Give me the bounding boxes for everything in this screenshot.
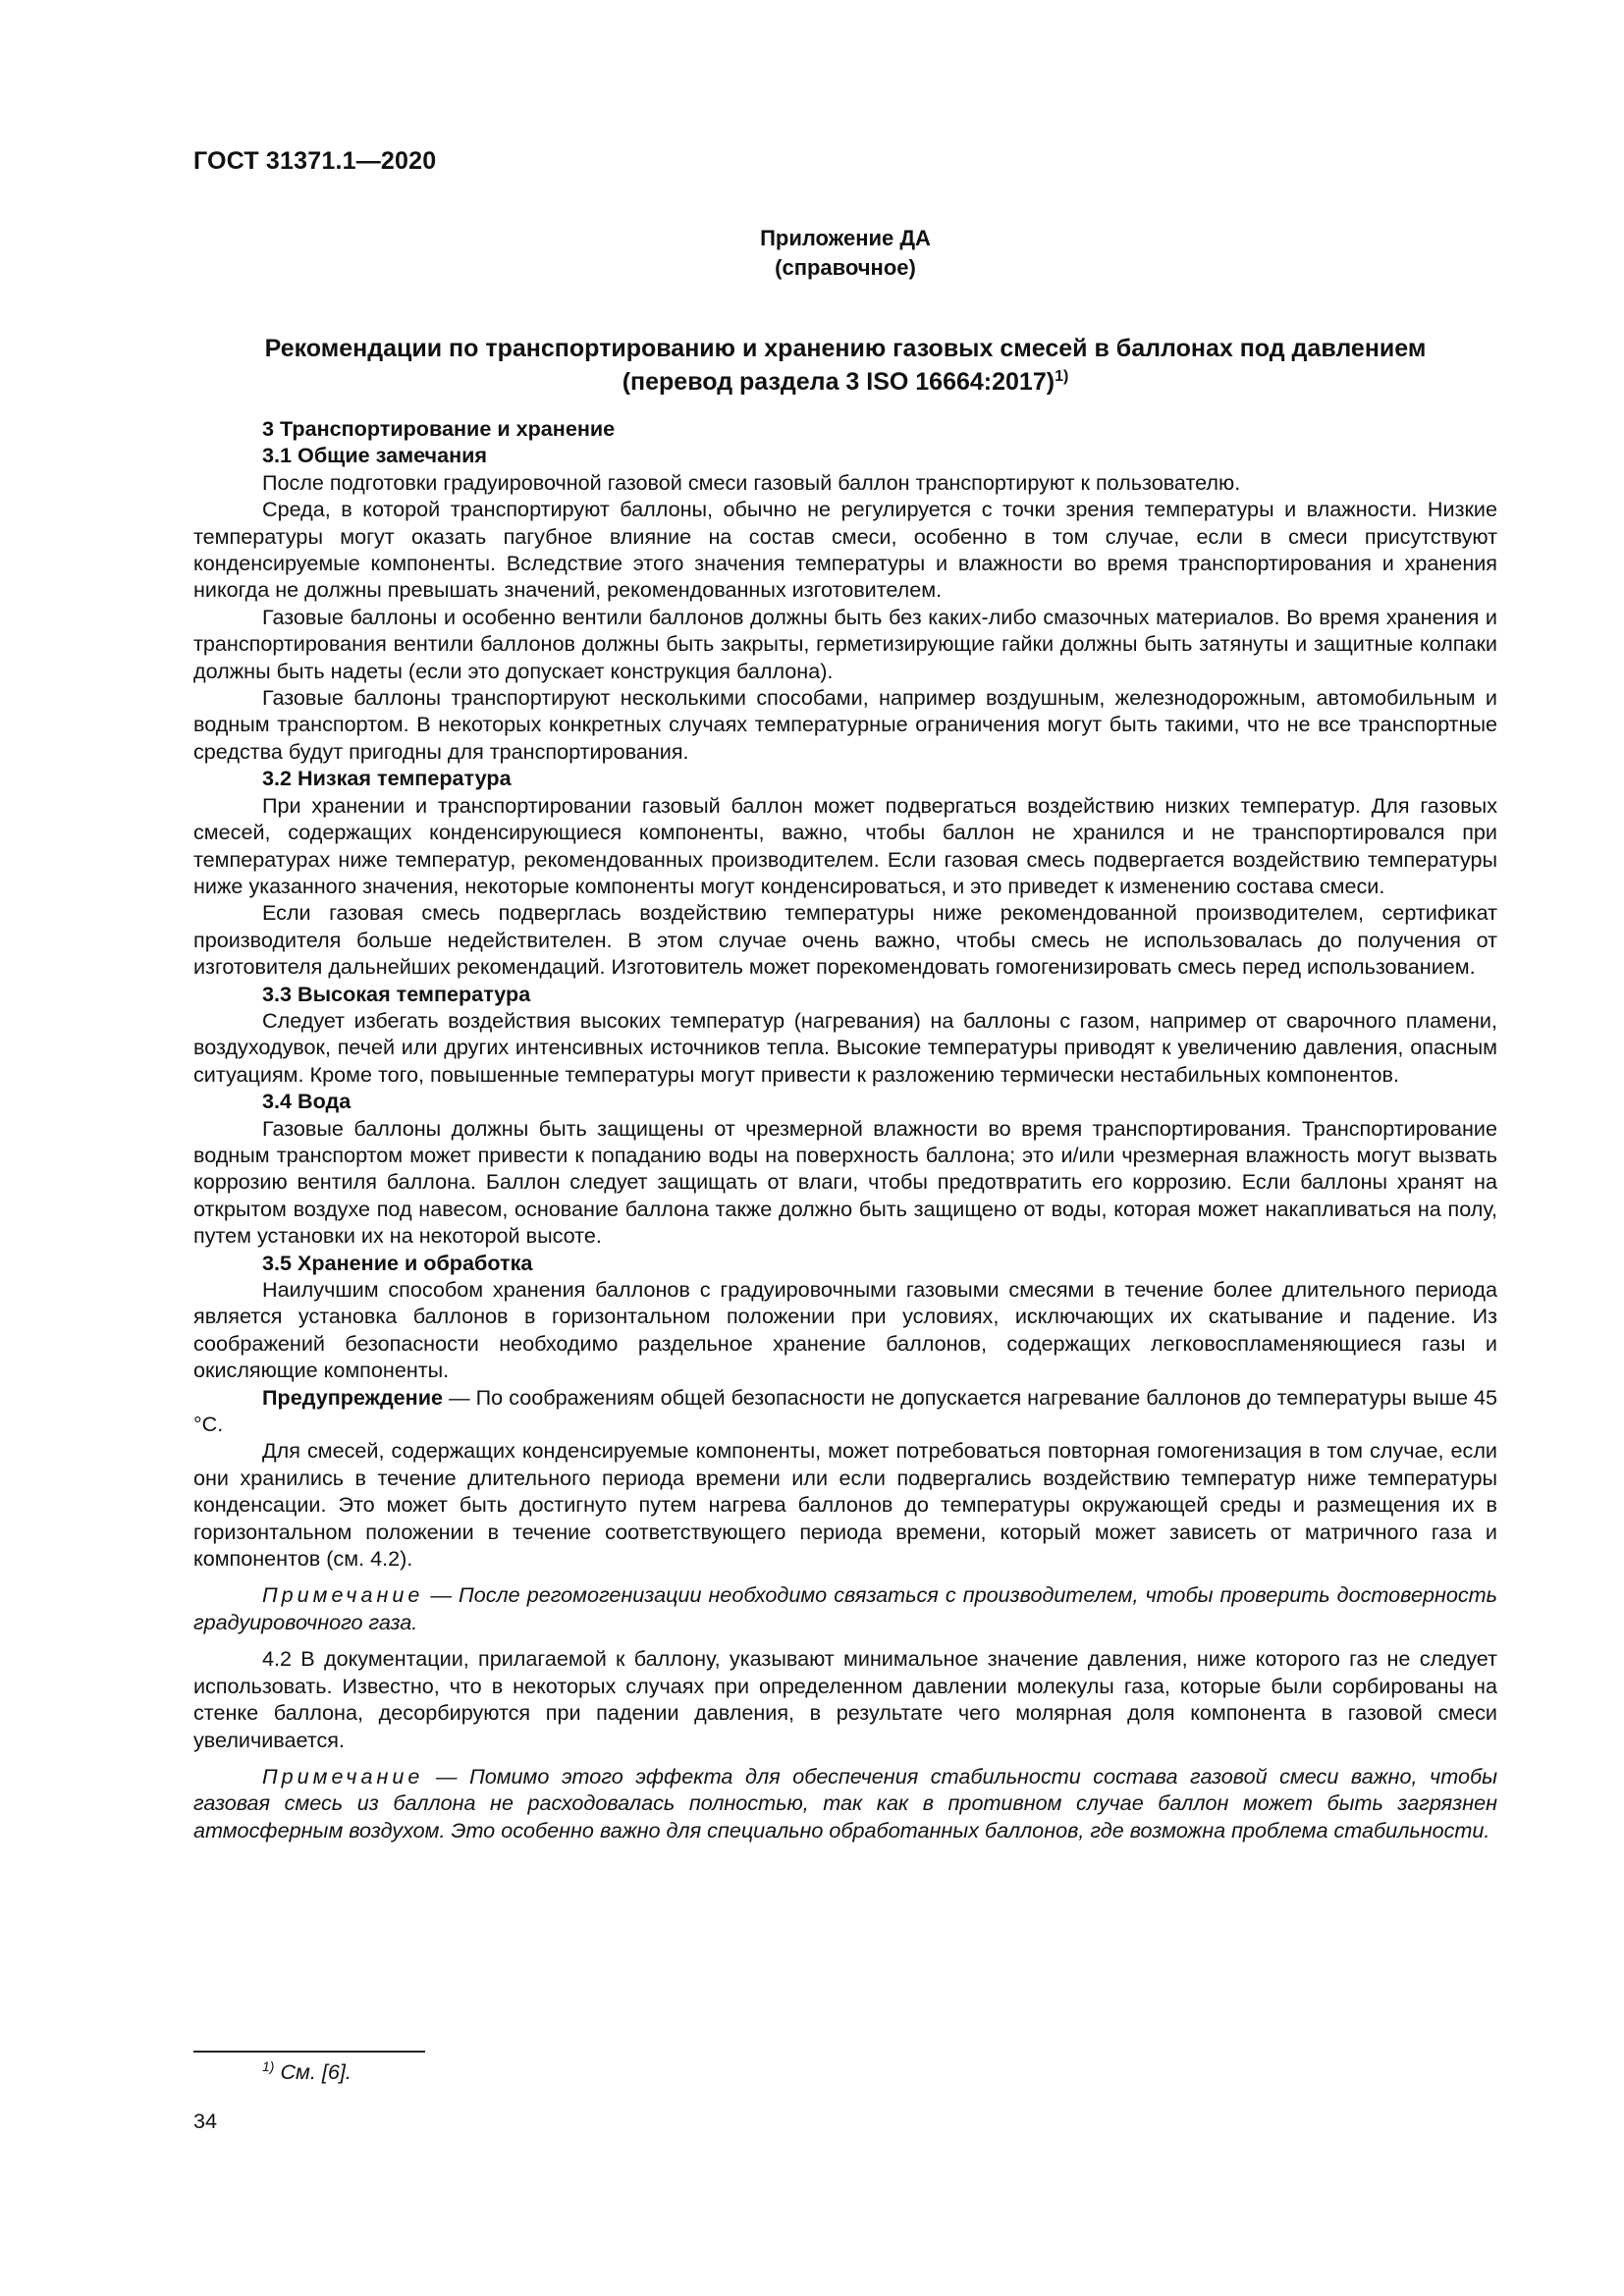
paragraph: Среда, в которой транспортируют баллоны, обычно не регулируется с точки зрения температуры и влажности. Низкие температуры могут оказать пагубное влияние на состав смеси, особенно в том случае, если в смеси присутствуют конденсируемые компоненты. Вследствие этого значения температуры и влажности во время транспортирования и хранения никогда не должны превышать значений, рекомендованных изготовителем. [193, 497, 1497, 603]
footnote [262, 2059, 352, 2085]
paragraph: При хранении и транспортировании газовый баллон может подвергаться воздействию низких температур. Для газовых смесей, содержащих конденсирующиеся компоненты, важно, чтобы баллон не хранился и не транспортировался при температурах ниже температур, рекомендованных производителем. Если газовая смесь подвергается воздействию температуры ниже указанного значения, некоторые компоненты могут конденсироваться, и это приведет к изменению состава смеси. [193, 792, 1497, 898]
section-heading-3-3: 3.3 Высокая температура [262, 981, 531, 1006]
section-heading-3-2: 3.2 Низкая температура [262, 766, 512, 791]
paragraph: После подготовки градуировочной газовой смеси газовый баллон транспортируют к пользователю. [262, 469, 1241, 495]
footnote-divider [193, 2051, 425, 2053]
section-heading-3-4: 3.4 Вода [262, 1089, 352, 1114]
annex-status: (справочное) [775, 255, 916, 280]
note-paragraph [193, 1581, 1497, 1635]
paragraph: Следует избегать воздействия высоких температур (нагревания) на баллоны с газом, например от сварочного пламени, воздуходувок, печей или других интенсивных источников тепла. Высокие температуры приводят к увеличению давления, опасным ситуациям. Кроме того, повышенные температуры могут привести к разложению термически нестабильных компонентов. [193, 1007, 1497, 1087]
annex-title-line2-text: (перевод раздела 3 ISO 16664:2017) [622, 368, 1056, 396]
note-text: — После регомогенизации необходимо связаться с производителем, чтобы проверить достоверность градуировочного газа. [193, 1582, 1497, 1634]
paragraph: Газовые баллоны должны быть защищены от чрезмерной влажности во время транспортирования. Транспортирование водным транспортом может привести к попаданию воды на поверхность баллона; это и/или чрезмерная влажность могут вызвать коррозию вентиля баллона. Баллон следует защищать от влаги, чтобы предотвратить его коррозию. Если баллоны хранят на открытом воздухе под навесом, основание баллона также должно быть защищено от воды, которая может накапливаться на полу, путем установки их на некоторой высоте. [193, 1115, 1497, 1249]
annex-title-line1: Рекомендации по транспортированию и хранению газовых смесей в баллонах под давлением [264, 335, 1427, 362]
note-label: Примечание [262, 1763, 424, 1789]
document-body [193, 415, 1497, 1843]
title-footnote-ref: 1) [1055, 368, 1069, 385]
page-number: 34 [193, 2109, 218, 2133]
note-label: Примечание [262, 1582, 424, 1608]
warning-paragraph [193, 1384, 1497, 1438]
paragraph: 4.2 В документации, прилагаемой к баллону, указывают минимальное значение давления, ниже которого газ не следует использовать. Известно, что в некоторых случаях при определенном давлении молекулы газа, которые были сорбированы на стенке баллона, десорбируются при падении давления, в результате чего молярная доля компонента в газовой смеси увеличивается. [193, 1646, 1497, 1752]
footnote-marker: 1) [262, 2058, 275, 2074]
annex-title-line2 [193, 365, 1497, 399]
document-page [193, 0, 1497, 2296]
section-heading-3: 3 Транспортирование и хранение [262, 416, 616, 441]
warning-text: — По соображениям общей безопасности не допускается нагревание баллонов до температуры выше 45 °С. [193, 1384, 1497, 1437]
paragraph: Газовые баллоны транспортируют несколькими способами, например воздушным, железнодорожным, автомобильным и водным транспортом. В некоторых конкретных случаях температурные ограничения могут быть такими, что не все транспортные средства будут пригодны для транспортирования. [193, 685, 1497, 764]
paragraph: Если газовая смесь подверглась воздействию температуры ниже рекомендованной производителем, сертификат производителя больше недействителен. В этом случае очень важно, чтобы смесь не использовалась до получения от изготовителя дальнейших рекомендаций. Изготовитель может порекомендовать гомогенизировать смесь перед использованием. [193, 900, 1497, 980]
note-text: — Помимо этого эффекта для обеспечения стабильности состава газовой смеси важно, чтобы газовая смесь из баллона не расходовалась полностью, так как в противном случае баллон может быть загрязнен атмосферным воздухом. Это особенно важно для специально обработанных баллонов, где возможна проблема стабильности. [193, 1763, 1497, 1842]
document-code: ГОСТ 31371.1—2020 [193, 147, 437, 175]
section-heading-3-1: 3.1 Общие замечания [262, 443, 488, 468]
footnote-text: См. [6]. [280, 2059, 352, 2084]
annex-label: Приложение ДА [760, 226, 931, 250]
annex-title [193, 332, 1497, 399]
paragraph: Наилучшим способом хранения баллонов с градуировочными газовыми смесями в течение более длительного периода является установка баллонов в горизонтальном положении при условиях, исключающих их скатывание и падение. Из соображений безопасности необходимо раздельное хранение баллонов, содержащих легковоспламеняющиеся газы и окисляющие компоненты. [193, 1277, 1497, 1383]
section-heading-3-5: 3.5 Хранение и обработка [262, 1250, 533, 1275]
warning-label: Предупреждение [262, 1384, 444, 1410]
paragraph: Газовые баллоны и особенно вентили баллонов должны быть без каких-либо смазочных материалов. Во время хранения и транспортирования вентили баллонов должны быть закрыты, герметизирующие гайки должны быть затянуты и защитные колпаки должны быть надеты (если это допускает конструкция баллона). [193, 604, 1497, 683]
paragraph: Для смесей, содержащих конденсируемые компоненты, может потребоваться повторная гомогенизация в том случае, если они хранились в течение длительного периода времени или если подвергались воздействию температур ниже температуры конденсации. Это может быть достигнуто путем нагрева баллонов до температуры окружающей среды и размещения их в горизонтальном положении в течение соответствующего периода времени, который может зависеть от матричного газа и компонентов (см. 4.2). [193, 1438, 1497, 1572]
note-paragraph [193, 1763, 1497, 1843]
annex-heading [193, 224, 1497, 283]
